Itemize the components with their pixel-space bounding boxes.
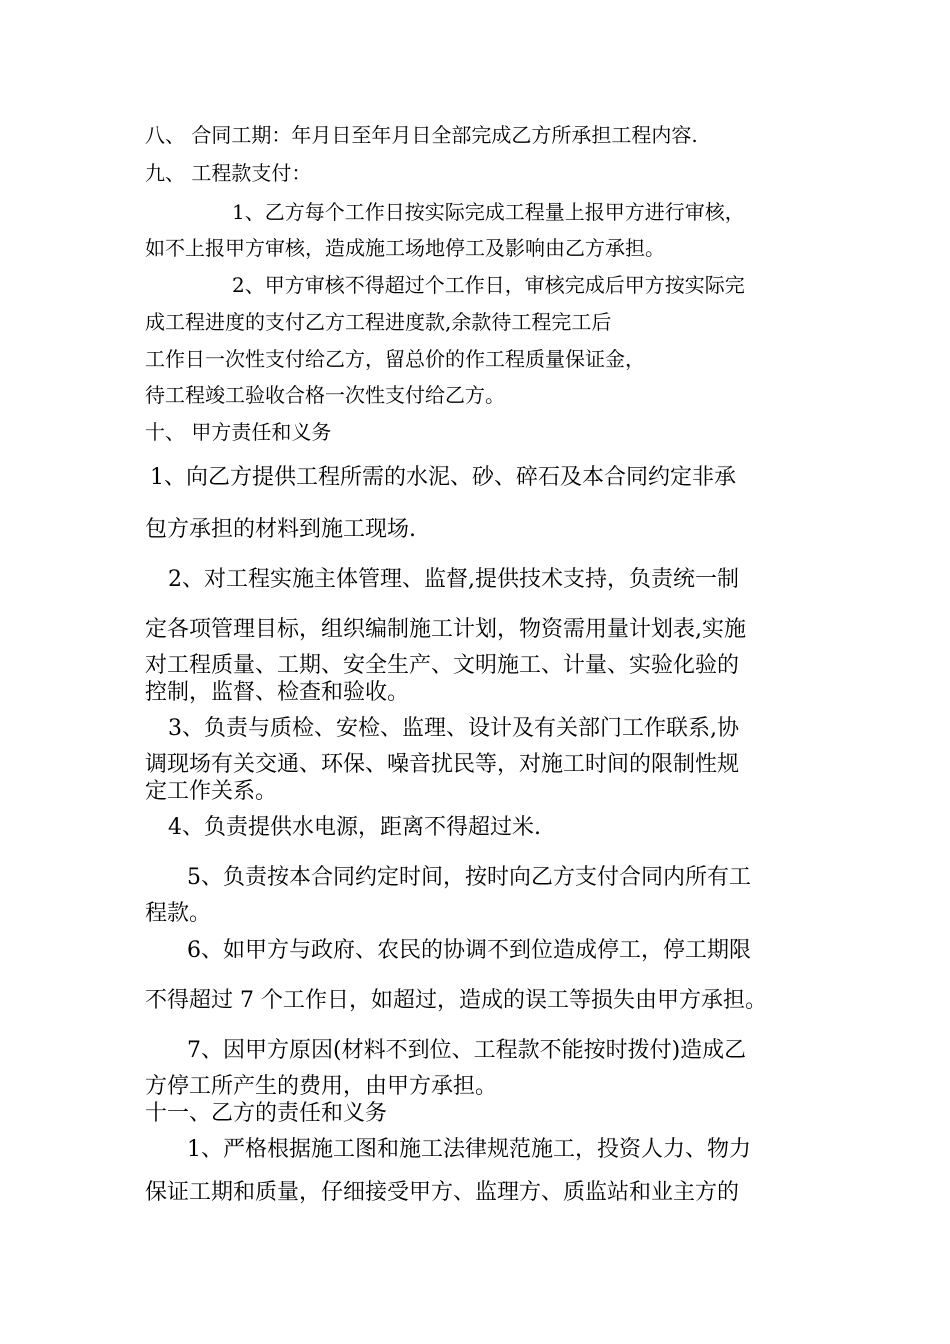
party-a-item-4: 4、负责提供水电源，距离不得超过米. xyxy=(168,815,541,840)
party-b-item-1-line-2: 保证工期和质量，仔细接受甲方、监理方、质监站和业主方的 xyxy=(145,1180,740,1205)
payment-item-2-line-1: 2、甲方审核不得超过个工作日，审核完成后甲方按实际完 xyxy=(232,273,745,297)
payment-item-1-line-1: 1、乙方每个工作日按实际完成工程量上报甲方进行审核， xyxy=(232,200,745,224)
party-a-item-7-line-2: 方停工所产生的费用，由甲方承担。 xyxy=(145,1074,498,1099)
payment-item-1-line-2: 如不上报甲方审核，造成施工场地停工及影响由乙方承担。 xyxy=(145,236,665,260)
party-a-item-5-line-1: 5、负责按本合同约定时间，按时向乙方支付合同内所有工 xyxy=(187,865,751,890)
payment-item-2-line-4: 待工程竣工验收合格一次性支付给乙方。 xyxy=(145,383,505,407)
party-a-item-1-line-1: 1、向乙方提供工程所需的水泥、砂、碎石及本合同约定非承 xyxy=(150,465,736,490)
section-9-heading: 九、 工程款支付： xyxy=(145,161,312,185)
party-a-item-6-line-1: 6、如甲方与政府、农民的协调不到位造成停工，停工期限 xyxy=(187,938,751,963)
party-a-item-2-line-2: 定各项管理目标，组织编制施工计划，物资需用量计划表,实施 xyxy=(145,617,746,642)
party-b-item-1-line-1: 1、严格根据施工图和施工法律规范施工，投资人力、物力 xyxy=(187,1137,751,1162)
party-a-item-2-line-4: 控制，监督、检查和验收。 xyxy=(145,680,410,705)
section-11-heading: 十一、乙方的责任和义务 xyxy=(145,1101,388,1126)
party-a-item-3-line-1: 3、负责与质检、安检、监理、设计及有关部门工作联系,协 xyxy=(168,716,739,741)
section-8-contract-period: 八、 合同工期：年月日至年月日全部完成乙方所承担工程内容. xyxy=(145,123,698,147)
payment-item-2-line-2: 成工程进度的支付乙方工程进度款,余款待工程完工后 xyxy=(145,310,612,334)
party-a-item-5-line-2: 程款。 xyxy=(145,901,212,926)
party-a-item-2-line-3: 对工程质量、工期、安全生产、文明施工、计量、实验化验的 xyxy=(145,653,740,678)
party-a-item-1-line-2: 包方承担的材料到施工现场. xyxy=(145,517,416,542)
party-a-item-2-line-1: 2、对工程实施主体管理、监督,提供技术支持，负责统一制 xyxy=(168,567,739,592)
party-a-item-3-line-2: 调现场有关交通、环保、噪音扰民等，对施工时间的限制性规 xyxy=(145,752,740,777)
party-a-item-3-line-3: 定工作关系。 xyxy=(145,779,278,804)
party-a-item-6-line-2: 不得超过 7 个工作日，如超过，造成的误工等损失由甲方承担。 xyxy=(145,988,767,1013)
party-a-item-7-line-1: 7、因甲方原因(材料不到位、工程款不能按时拨付)造成乙 xyxy=(187,1038,747,1063)
payment-item-2-line-3: 工作日一次性支付给乙方，留总价的作工程质量保证金， xyxy=(145,347,645,371)
section-10-heading: 十、 甲方责任和义务 xyxy=(145,420,332,444)
